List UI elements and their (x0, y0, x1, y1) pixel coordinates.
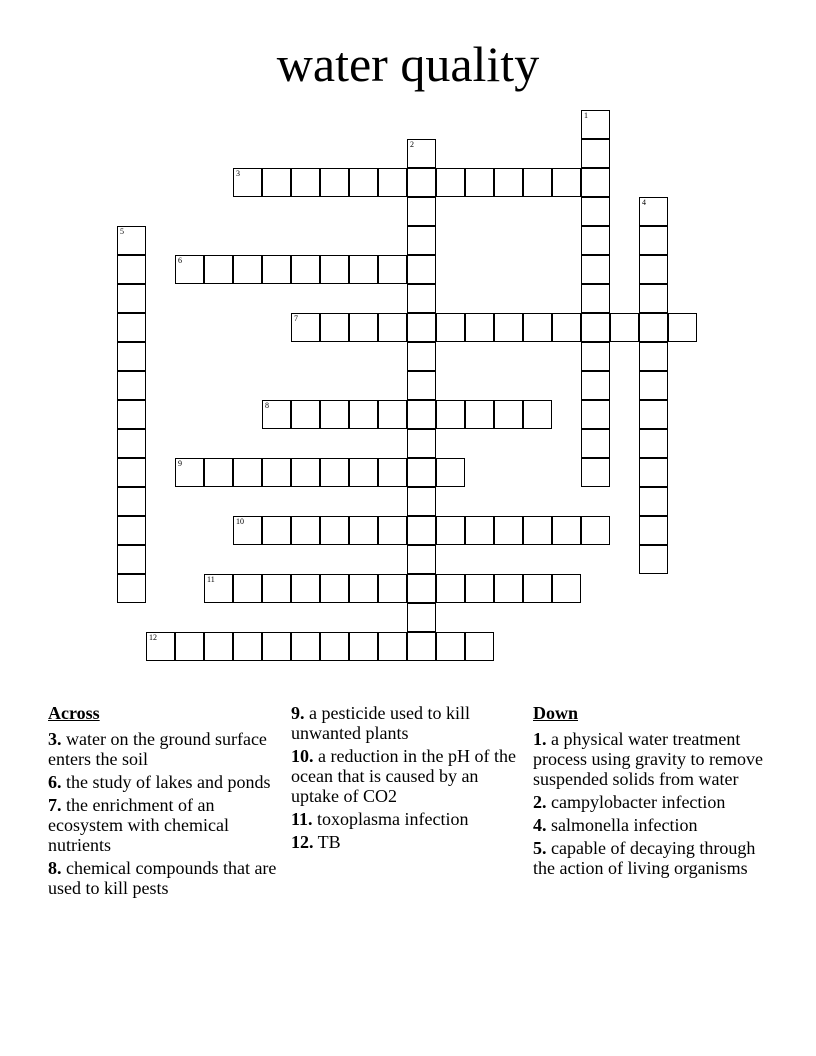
grid-cell[interactable] (436, 313, 465, 342)
grid-cell[interactable] (407, 429, 436, 458)
grid-cell[interactable] (407, 603, 436, 632)
grid-cell[interactable] (117, 313, 146, 342)
grid-cell[interactable] (436, 574, 465, 603)
grid-cell[interactable] (407, 226, 436, 255)
clue-number: 12. (291, 832, 314, 852)
grid-cell[interactable] (233, 574, 262, 603)
clue-number: 2. (533, 792, 547, 812)
grid-cell[interactable] (523, 313, 552, 342)
grid-cell[interactable] (668, 313, 697, 342)
grid-cell[interactable] (320, 400, 349, 429)
grid-cell[interactable] (291, 516, 320, 545)
grid-cell[interactable] (581, 429, 610, 458)
grid-cell[interactable] (378, 313, 407, 342)
clue-text: a pesticide used to kill unwanted plants (291, 703, 470, 743)
grid-cell[interactable] (233, 458, 262, 487)
down-heading: Down (533, 703, 579, 723)
grid-cell[interactable] (407, 516, 436, 545)
grid-cell[interactable] (291, 400, 320, 429)
grid-cell[interactable] (523, 574, 552, 603)
grid-cell[interactable] (262, 255, 291, 284)
clue-text: the enrichment of an ecosystem with chemical nutrients (48, 795, 229, 855)
grid-cell[interactable] (117, 429, 146, 458)
grid-cell[interactable] (639, 371, 668, 400)
grid-cell[interactable] (581, 516, 610, 545)
cell-number: 1 (584, 111, 588, 120)
clue-number: 3. (48, 729, 62, 749)
grid-cell[interactable] (436, 458, 465, 487)
grid-cell[interactable] (581, 284, 610, 313)
grid-cell[interactable] (407, 371, 436, 400)
across-clue (291, 809, 516, 829)
grid-cell[interactable] (465, 400, 494, 429)
grid-cell[interactable] (204, 458, 233, 487)
clue-number: 7. (48, 795, 62, 815)
grid-cell[interactable] (117, 545, 146, 574)
grid-cell[interactable] (552, 574, 581, 603)
down-clue (533, 815, 768, 835)
down-clue (533, 792, 768, 812)
grid-cell[interactable] (436, 400, 465, 429)
grid-cell[interactable] (407, 458, 436, 487)
cell-number: 10 (236, 517, 244, 526)
grid-cell[interactable] (175, 632, 204, 661)
cell-number: 7 (294, 314, 298, 323)
grid-cell[interactable] (378, 400, 407, 429)
grid-cell[interactable] (117, 342, 146, 371)
grid-cell[interactable] (204, 574, 233, 603)
grid-cell[interactable] (117, 400, 146, 429)
grid-cell[interactable] (407, 574, 436, 603)
clue-text: campylobacter infection (546, 792, 726, 812)
grid-cell[interactable] (117, 284, 146, 313)
grid-cell[interactable] (523, 516, 552, 545)
grid-cell[interactable] (639, 400, 668, 429)
grid-cell[interactable] (117, 458, 146, 487)
grid-cell[interactable] (436, 168, 465, 197)
grid-cell[interactable] (233, 168, 262, 197)
grid-cell[interactable] (639, 458, 668, 487)
grid-cell[interactable] (204, 255, 233, 284)
grid-cell[interactable] (291, 313, 320, 342)
cell-number: 3 (236, 169, 240, 178)
clue-text: toxoplasma infection (312, 809, 469, 829)
grid-cell[interactable] (349, 516, 378, 545)
grid-cell[interactable] (552, 168, 581, 197)
clue-text: water on the ground surface enters the soil (48, 729, 267, 769)
clue-text: a physical water treatment process using gravity to remove suspended solids from water (533, 729, 763, 789)
grid-cell[interactable] (378, 255, 407, 284)
grid-cell[interactable] (639, 516, 668, 545)
clue-number: 9. (291, 703, 305, 723)
clue-number: 1. (533, 729, 547, 749)
grid-cell[interactable] (581, 139, 610, 168)
grid-cell[interactable] (378, 516, 407, 545)
grid-cell[interactable] (233, 516, 262, 545)
clue-number: 11. (291, 809, 313, 829)
grid-cell[interactable] (407, 255, 436, 284)
clue-number: 10. (291, 746, 314, 766)
grid-cell[interactable] (262, 574, 291, 603)
grid-cell[interactable] (523, 168, 552, 197)
grid-cell[interactable] (407, 545, 436, 574)
grid-cell[interactable] (320, 574, 349, 603)
down-clue (533, 838, 768, 878)
grid-cell[interactable] (494, 400, 523, 429)
clue-column-3 (533, 703, 768, 881)
grid-cell[interactable] (407, 632, 436, 661)
grid-cell[interactable] (233, 632, 262, 661)
clue-column-2 (291, 703, 516, 855)
clue-text: the study of lakes and ponds (61, 772, 271, 792)
grid-cell[interactable] (407, 487, 436, 516)
cell-number: 9 (178, 459, 182, 468)
grid-cell[interactable] (436, 516, 465, 545)
clue-number: 8. (48, 858, 62, 878)
grid-cell[interactable] (639, 545, 668, 574)
grid-cell[interactable] (407, 139, 436, 168)
grid-cell[interactable] (494, 516, 523, 545)
clue-number: 6. (48, 772, 62, 792)
grid-cell[interactable] (320, 168, 349, 197)
grid-cell[interactable] (262, 168, 291, 197)
grid-cell[interactable] (436, 632, 465, 661)
grid-cell[interactable] (320, 313, 349, 342)
across-clue (48, 729, 283, 769)
grid-cell[interactable] (581, 168, 610, 197)
grid-cell[interactable] (465, 574, 494, 603)
cell-number: 8 (265, 401, 269, 410)
grid-cell[interactable] (639, 226, 668, 255)
puzzle-title: water quality (276, 36, 540, 92)
grid-cell[interactable] (581, 371, 610, 400)
grid-cell[interactable] (349, 168, 378, 197)
grid-cell[interactable] (581, 400, 610, 429)
grid-cell[interactable] (262, 400, 291, 429)
grid-cell[interactable] (639, 197, 668, 226)
grid-cell[interactable] (349, 458, 378, 487)
grid-cell[interactable] (581, 255, 610, 284)
grid-cell[interactable] (320, 632, 349, 661)
across-clue (291, 703, 516, 743)
grid-cell[interactable] (262, 458, 291, 487)
grid-cell[interactable] (465, 313, 494, 342)
cell-number: 12 (149, 633, 157, 642)
cell-number: 4 (642, 198, 646, 207)
grid-cell[interactable] (407, 197, 436, 226)
grid-cell[interactable] (552, 516, 581, 545)
grid-cell[interactable] (465, 168, 494, 197)
grid-cell[interactable] (407, 342, 436, 371)
clue-text: chemical compounds that are used to kill pests (48, 858, 277, 898)
clue-number: 4. (533, 815, 547, 835)
grid-cell[interactable] (581, 197, 610, 226)
down-clue (533, 729, 768, 789)
grid-cell[interactable] (204, 632, 233, 661)
clue-text: a reduction in the pH of the ocean that is caused by an uptake of CO2 (291, 746, 516, 806)
grid-cell[interactable] (581, 342, 610, 371)
grid-cell[interactable] (175, 458, 204, 487)
grid-cell[interactable] (639, 284, 668, 313)
grid-cell[interactable] (494, 574, 523, 603)
grid-cell[interactable] (378, 632, 407, 661)
across-clue (48, 772, 283, 792)
grid-cell[interactable] (581, 458, 610, 487)
grid-cell[interactable] (320, 516, 349, 545)
clue-text: capable of decaying through the action of living organisms (533, 838, 756, 878)
grid-cell[interactable] (349, 574, 378, 603)
grid-cell[interactable] (581, 313, 610, 342)
grid-cell[interactable] (552, 313, 581, 342)
clue-number: 5. (533, 838, 547, 858)
grid-cell[interactable] (581, 110, 610, 139)
grid-cell[interactable] (610, 313, 639, 342)
cell-number: 6 (178, 256, 182, 265)
grid-cell[interactable] (291, 574, 320, 603)
grid-cell[interactable] (320, 458, 349, 487)
grid-cell[interactable] (291, 255, 320, 284)
grid-cell[interactable] (117, 255, 146, 284)
grid-cell[interactable] (639, 429, 668, 458)
grid-cell[interactable] (320, 255, 349, 284)
grid-cell[interactable] (639, 313, 668, 342)
grid-cell[interactable] (639, 487, 668, 516)
grid-cell[interactable] (523, 400, 552, 429)
cell-number: 5 (120, 227, 124, 236)
grid-cell[interactable] (117, 226, 146, 255)
grid-cell[interactable] (349, 313, 378, 342)
clue-column-1 (48, 703, 283, 901)
grid-cell[interactable] (262, 516, 291, 545)
grid-cell[interactable] (407, 313, 436, 342)
grid-cell[interactable] (581, 226, 610, 255)
grid-cell[interactable] (233, 255, 262, 284)
across-clue (291, 746, 516, 806)
grid-cell[interactable] (465, 632, 494, 661)
grid-cell[interactable] (349, 400, 378, 429)
grid-cell[interactable] (117, 516, 146, 545)
grid-cell[interactable] (407, 400, 436, 429)
clue-text: salmonella infection (546, 815, 698, 835)
cell-number: 11 (207, 575, 215, 584)
grid-cell[interactable] (465, 516, 494, 545)
grid-cell[interactable] (494, 313, 523, 342)
across-heading: Across (48, 703, 100, 723)
across-clue (48, 858, 283, 898)
grid-cell[interactable] (639, 342, 668, 371)
grid-cell[interactable] (291, 168, 320, 197)
grid-cell[interactable] (378, 574, 407, 603)
across-clue (291, 832, 516, 852)
grid-cell[interactable] (117, 371, 146, 400)
grid-cell[interactable] (117, 574, 146, 603)
grid-cell[interactable] (146, 632, 175, 661)
cell-number: 2 (410, 140, 414, 149)
grid-cell[interactable] (378, 458, 407, 487)
grid-cell[interactable] (175, 255, 204, 284)
grid-cell[interactable] (262, 632, 291, 661)
grid-cell[interactable] (291, 632, 320, 661)
grid-cell[interactable] (639, 255, 668, 284)
grid-cell[interactable] (407, 168, 436, 197)
grid-cell[interactable] (494, 168, 523, 197)
across-clue (48, 795, 283, 855)
clue-text: TB (313, 832, 341, 852)
grid-cell[interactable] (349, 255, 378, 284)
grid-cell[interactable] (378, 168, 407, 197)
grid-cell[interactable] (117, 487, 146, 516)
grid-cell[interactable] (349, 632, 378, 661)
grid-cell[interactable] (291, 458, 320, 487)
grid-cell[interactable] (407, 284, 436, 313)
